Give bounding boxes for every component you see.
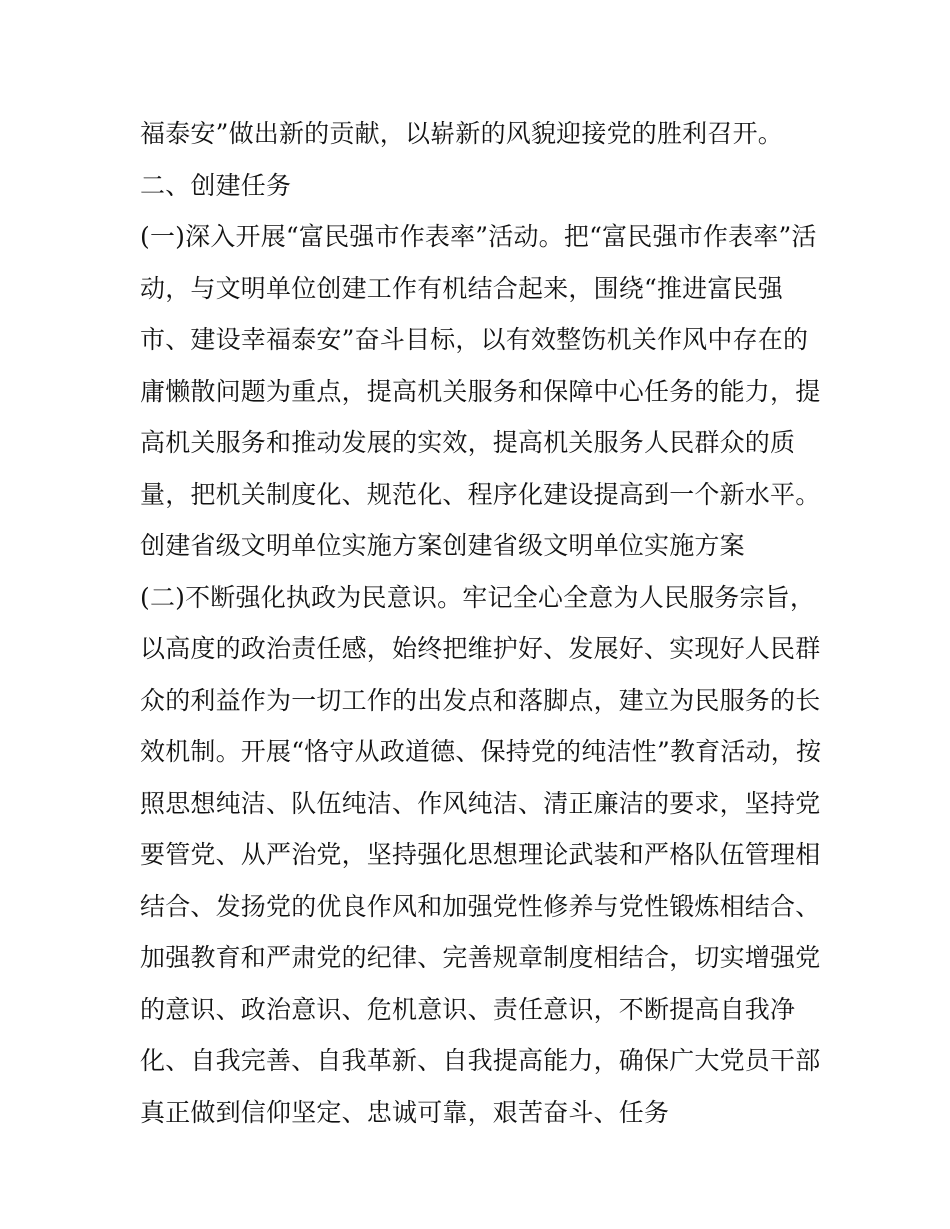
text-line: 化、自我完善、自我革新、自我提高能力，确保广大党员干部 — [140, 1046, 821, 1075]
text-line: 市、建设幸福泰安”奋斗目标，以有效整饬机关作风中存在的 — [140, 325, 809, 354]
text-line: 庸懒散问题为重点，提高机关服务和保障中心任务的能力，提 — [140, 376, 821, 406]
text-line: 高机关服务和推动发展的实效，提高机关服务人民群众的质 — [140, 428, 796, 457]
text-line: 动，与文明单位创建工作有机结合起来，围绕“推进富民强 — [140, 273, 783, 303]
text-line: 照思想纯洁、队伍纯洁、作风纯洁、清正廉洁的要求，坚持党 — [140, 788, 821, 818]
text-line: 量，把机关制度化、规范化、程序化建设提高到一个新水平。 — [140, 479, 821, 509]
text-line: 要管党、从严治党，坚持强化思想理论武装和严格队伍管理相 — [140, 840, 821, 869]
text-line: 的意识、政治意识、危机意识、责任意识，不断提高自我净 — [140, 994, 796, 1024]
text-line: 众的利益作为一切工作的出发点和落脚点，建立为民服务的长 — [140, 685, 821, 715]
text-line: 结合、发扬党的优良作风和加强党性修养与党性锻炼相结合、 — [140, 891, 821, 921]
text-line: 以高度的政治责任感，始终把维护好、发展好、实现好人民群 — [140, 634, 821, 663]
section-heading: 二、创建任务 — [140, 170, 292, 200]
text-line: 福泰安”做出新的贡献，以崭新的风貌迎接党的胜利召开。 — [140, 119, 783, 148]
text-line: 真正做到信仰坚定、忠诚可靠，艰苦奋斗、任务 — [140, 1097, 670, 1127]
text-line: 加强教育和严肃党的纪律、完善规章制度相结合，切实增强党 — [140, 943, 821, 972]
text-line: (一)深入开展“富民强市作表率”活动。把“富民强市作表率”活 — [140, 222, 817, 251]
text-line: 创建省级文明单位实施方案创建省级文明单位实施方案 — [140, 531, 745, 560]
body-text — [140, 108, 830, 1138]
text-line: (二)不断强化执政为民意识。牢记全心全意为人民服务宗旨， — [140, 582, 816, 612]
text-line: 效机制。开展“恪守从政道德、保持党的纯洁性”教育活动，按 — [140, 737, 822, 766]
